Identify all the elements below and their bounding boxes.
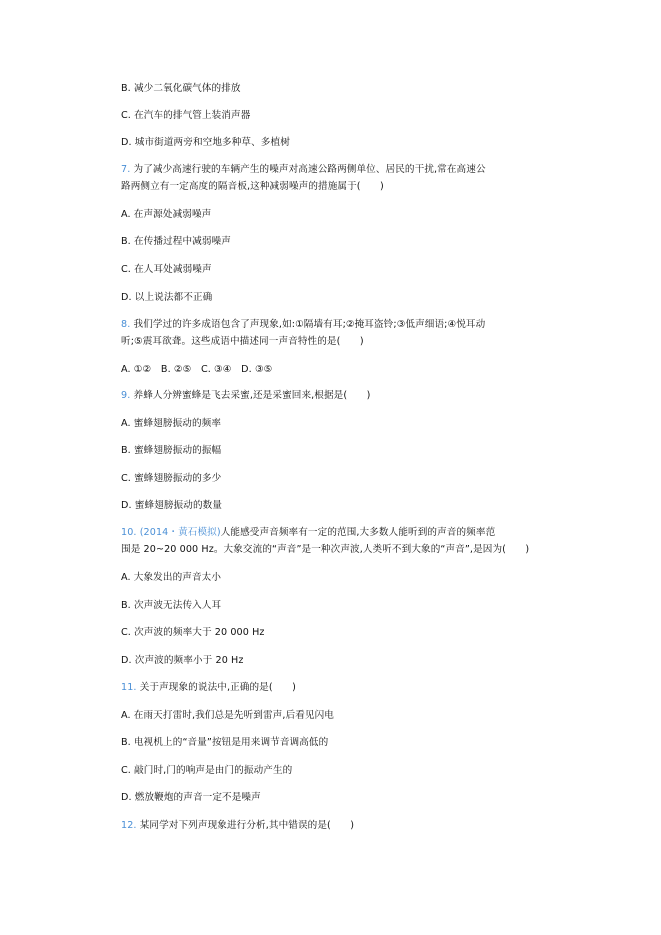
- question-7-line-2: 路两侧立有一定高度的隔音板,这种减弱噪声的措施属于( ): [121, 181, 384, 192]
- question-7-option-a: A. 在声源处减弱噪声: [121, 209, 212, 220]
- question-8-line-2: 听;⑤震耳欲聋。这些成语中描述同一声音特性的是( ): [121, 336, 364, 347]
- question-10-source: (2014・黄石模拟): [136, 527, 221, 538]
- question-11-option-d: D. 燃放鞭炮的声音一定不是噪声: [121, 792, 261, 803]
- question-7-line-1: 7. 为了减少高速行驶的车辆产生的噪声对高速公路两侧单位、居民的干扰,常在高速公: [121, 164, 486, 175]
- question-12-number: 12.: [121, 820, 137, 831]
- question-11-number: 11.: [121, 682, 137, 693]
- question-10-option-b: B. 次声波无法传入人耳: [121, 600, 222, 611]
- question-11-option-a: A. 在雨天打雷时,我们总是先听到雷声,后看见闪电: [121, 710, 334, 721]
- question-10-number: 10.: [121, 527, 137, 538]
- question-7-number: 7.: [121, 164, 131, 175]
- question-12-line-1: 12. 某同学对下列声现象进行分析,其中错误的是( ): [121, 820, 355, 831]
- question-10-option-d: D. 次声波的频率小于 20 Hz: [121, 655, 244, 666]
- question-7-option-c: C. 在人耳处减弱噪声: [121, 264, 212, 275]
- question-7-option-b: B. 在传播过程中减弱噪声: [121, 236, 231, 247]
- question-8-line-1: 8. 我们学过的许多成语包含了声现象,如:①隔墙有耳;②掩耳盗铃;③低声细语;④悦耳动: [121, 319, 486, 330]
- option-d-previous: D. 城市街道两旁和空地多种草、多植树: [121, 137, 290, 148]
- question-9-line-1: 9. 养蜂人分辨蜜蜂是飞去采蜜,还是采蜜回来,根据是( ): [121, 390, 371, 401]
- question-10-line-1: 10. (2014・黄石模拟)人能感受声音频率有一定的范围,大多数人能听到的声音的频率范: [121, 527, 496, 538]
- question-11-option-b: B. 电视机上的“音量”按钮是用来调节音调高低的: [121, 737, 329, 748]
- question-11-line-1: 11. 关于声现象的说法中,正确的是( ): [121, 682, 296, 693]
- option-c-previous: C. 在汽车的排气管上装消声器: [121, 110, 251, 121]
- question-9-option-d: D. 蜜蜂翅膀振动的数量: [121, 500, 223, 511]
- question-11-option-c: C. 敲门时,门的响声是由门的振动产生的: [121, 765, 293, 776]
- question-10-option-a: A. 大象发出的声音太小: [121, 572, 222, 583]
- question-10-line-2: 围是 20~20 000 Hz。大象交流的“声音”是一种次声波,人类听不到大象的“声音”,是因为( ): [121, 544, 530, 555]
- question-7-option-d: D. 以上说法都不正确: [121, 292, 213, 303]
- option-b-previous: B. 减少二氧化碳气体的排放: [121, 83, 241, 94]
- question-8-options: A. ①② B. ②⑤ C. ③④ D. ③⑤: [121, 364, 273, 375]
- question-10-option-c: C. 次声波的频率大于 20 000 Hz: [121, 627, 265, 638]
- question-9-number: 9.: [121, 390, 131, 401]
- question-9-option-c: C. 蜜蜂翅膀振动的多少: [121, 473, 222, 484]
- question-9-option-a: A. 蜜蜂翅膀振动的频率: [121, 418, 222, 429]
- question-9-option-b: B. 蜜蜂翅膀振动的振幅: [121, 445, 222, 456]
- question-8-number: 8.: [121, 319, 131, 330]
